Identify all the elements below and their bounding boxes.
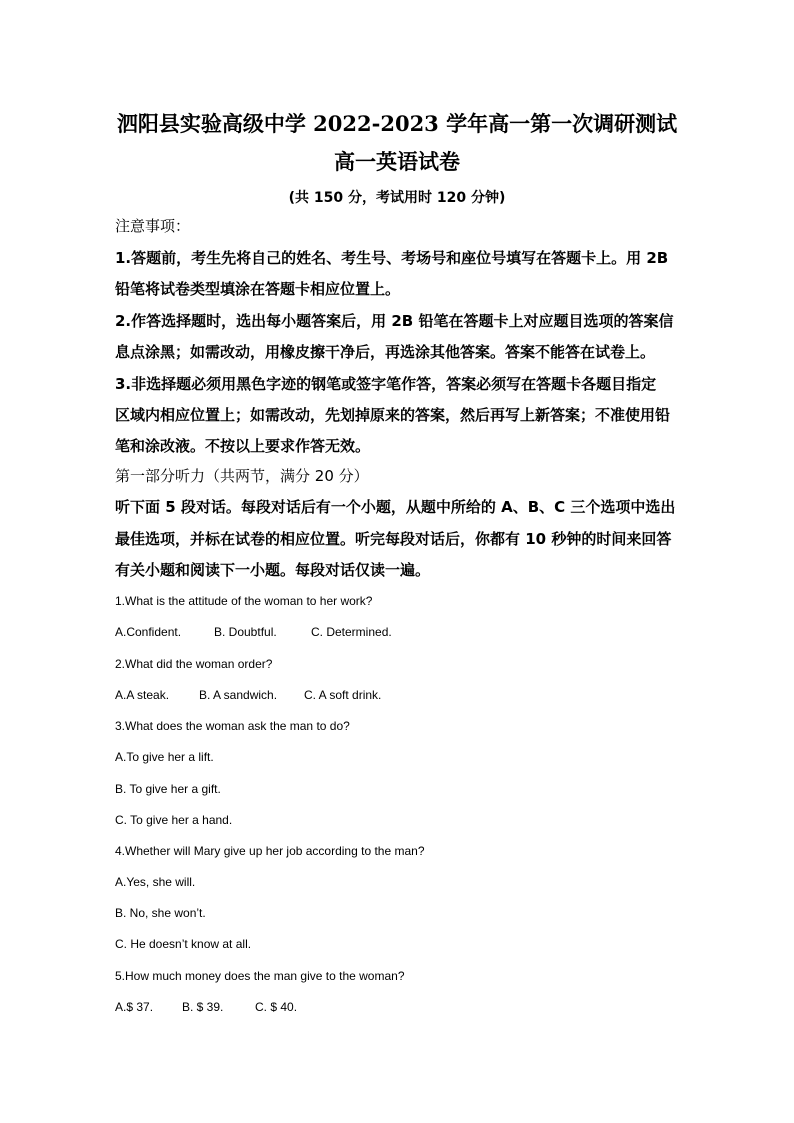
exam-title: 泗阳县实验高级中学 2022-2023 学年高一第一次调研测试 <box>116 111 678 136</box>
option-c: C. To give her a hand. <box>115 813 233 827</box>
option-a: A.$ 37. <box>115 1000 154 1014</box>
option-a: A.Confident. <box>115 625 182 639</box>
question-5-options <box>115 999 705 1015</box>
note-line: 区域内相应位置上；如需改动，先划掉原来的答案，然后再写上新答案；不准使用铅 <box>115 406 671 424</box>
note-line: 1.答题前，考生先将自己的姓名、考生号、考场号和座位号填写在答题卡上。用 2B <box>115 249 669 267</box>
option-b: B. To give her a gift. <box>115 782 221 796</box>
note-line: 3.非选择题必须用黑色字迹的钢笔或签字笔作答，答案必须写在答题卡各题目指定 <box>115 375 657 393</box>
option-a: A.To give her a lift. <box>115 750 214 764</box>
question-1: 1.What is the attitude of the woman to her work? <box>115 594 373 608</box>
section-instruction: 有关小题和阅读下一小题。每段对话仅读一遍。 <box>115 561 431 579</box>
section-instruction: 听下面 5 段对话。每段对话后有一个小题，从题中所给的 A、B、C 三个选项中选出 <box>115 498 676 516</box>
section-instruction: 最佳选项，并标在试卷的相应位置。听完每段对话后，你都有 10 秒钟的时间来回答 <box>115 530 672 548</box>
note-line: 息点涂黑；如需改动，用橡皮擦干净后，再选涂其他答案。答案不能答在试卷上。 <box>115 343 656 361</box>
option-a: A.A steak. <box>115 688 170 702</box>
option-b: B. No, she won’t. <box>115 906 206 920</box>
note-line: 铅笔将试卷类型填涂在答题卡相应位置上。 <box>115 280 401 298</box>
question-3: 3.What does the woman ask the man to do? <box>115 719 350 733</box>
question-4: 4.Whether will Mary give up her job according to the man? <box>115 844 425 858</box>
option-b: B. Doubtful. <box>214 625 277 639</box>
option-c: C. He doesn’t know at all. <box>115 937 252 951</box>
section-heading: 第一部分听力（共两节，满分 20 分） <box>115 467 369 485</box>
note-line: 2.作答选择题时，选出每小题答案后，用 2B 铅笔在答题卡上对应题目选项的答案信 <box>115 312 674 330</box>
note-line: 笔和涂改液。不按以上要求作答无效。 <box>115 437 371 455</box>
question-2-options <box>115 687 705 703</box>
option-c: C. $ 40. <box>255 1000 298 1014</box>
exam-subtitle: 高一英语试卷 <box>334 150 460 174</box>
notes-heading: 注意事项： <box>115 217 191 235</box>
question-1-options <box>115 624 705 640</box>
option-c: C. Determined. <box>311 625 392 639</box>
option-b: B. $ 39. <box>182 1000 224 1014</box>
option-b: B. A sandwich. <box>199 688 278 702</box>
question-5: 5.How much money does the man give to the woman? <box>115 969 405 983</box>
question-2: 2.What did the woman order? <box>115 657 273 671</box>
exam-info: (共 150 分，考试用时 120 分钟) <box>288 190 506 206</box>
option-c: C. A soft drink. <box>304 688 382 702</box>
option-a: A.Yes, she will. <box>115 875 196 889</box>
